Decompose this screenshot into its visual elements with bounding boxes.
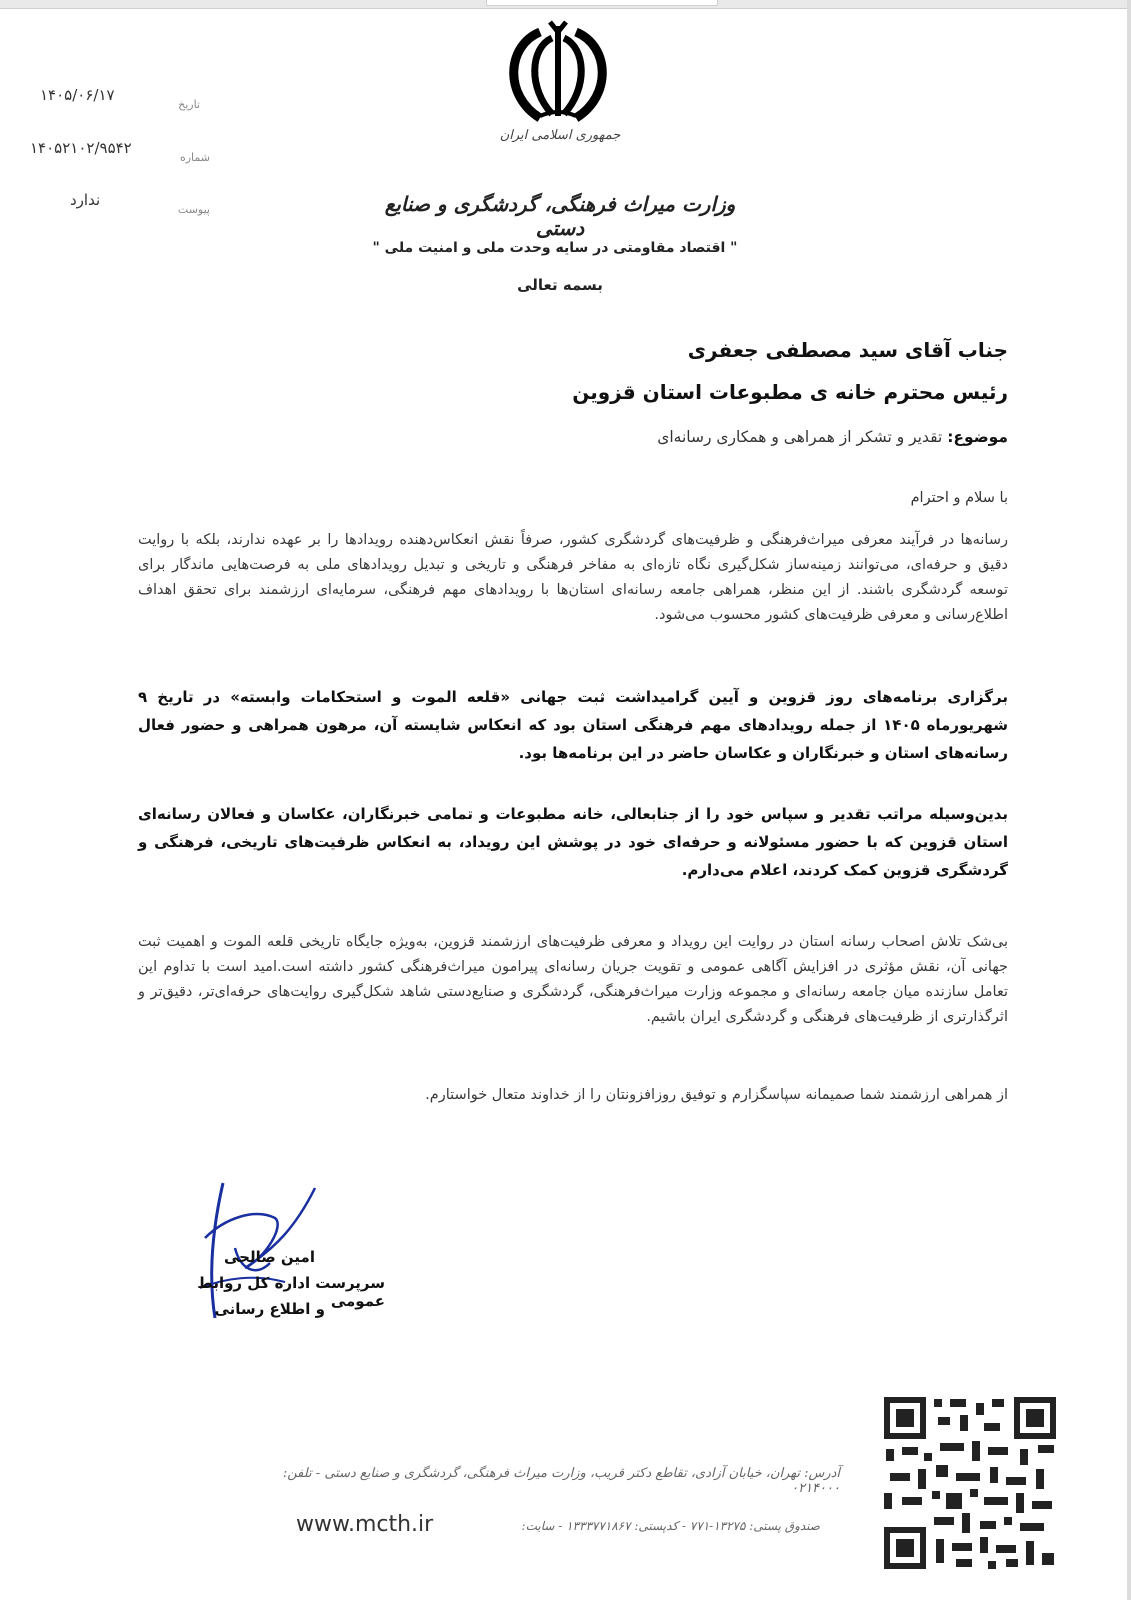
- letter-date: ۱۴۰۵/۰۶/۱۷: [40, 86, 115, 104]
- greeting: با سلام و احترام: [910, 490, 1008, 506]
- subject-line: [400, 428, 1008, 446]
- slogan: " اقتصاد مقاومتی در سایه وحدت ملی و امنیت ملی ": [372, 240, 738, 256]
- paragraph-event: برگزاری برنامه‌های روز قزوین و آیین گرامیداشت ثبت جهانی «قلعه الموت و استحکامات وابسته» در تاریخ ۹ شهریورماه ۱۴۰۵ از جمله رویدادهای مهم فرهنگی استان بود که انعکاس شایسته آن، مرهون همراهی و حضور فعال رسانه‌های استان و خبرنگاران و عکاسان حاضر در این برنامه‌ها بود.: [138, 688, 1008, 762]
- subject-label: موضوع:: [947, 428, 1008, 446]
- attachment-label: پیوست: [177, 203, 210, 216]
- paragraph-thanks: بدین‌وسیله مراتب تقدیر و سپاس خود را از جنابعالی، خانه مطبوعات و تمامی خبرنگاران، عکاسان و فعالان رسانه‌ای استان قزوین که با حضور مسئولانه و حرفه‌ای خود در پوشش این رویداد، به انعکاس ظرفیت‌های تاریخی، فرهنگی و گردشگری قزوین کمک کردند، اعلام می‌دارم.: [138, 805, 1008, 879]
- signatory-title: سرپرست اداره کل روابط عمومی: [197, 1274, 385, 1310]
- attachment-value: ندارد: [70, 191, 101, 209]
- paragraph-impact: بی‌شک تلاش اصحاب رسانه استان در روایت این رویداد و معرفی ظرفیت‌های ارزشمند قزوین، به‌ویژه جایگاه تاریخی قلعه الموت و اهمیت ثبت جهانی آن، نقش مؤثری در افزایش آگاهی عمومی و تقویت جریان رسانه‌ای پیرامون میراث‌فرهنگی کشور داشته است.امید است با تداوم این تعامل سازنده میان جامعه رسانه‌ای و مجموعه وزارت میراث‌فرهنگی، گردشگری و صنایع‌دستی شاهد شکل‌گیری روایت‌های حرفه‌ای‌تر، دقیق‌تر و اثرگذارتری از ظرفیت‌های فرهنگی و گردشگری ایران باشیم.: [138, 934, 1008, 1025]
- qr-code[interactable]: [880, 1393, 1060, 1573]
- bismillah: بسمه تعالی: [517, 276, 603, 294]
- footer-postal: صندوق پستی: ۱۳۲۷۵-۷۷۱ - کدپستی: ۱۳۳۳۷۷۱۸۶۷ - سایت:: [521, 1519, 820, 1533]
- iran-emblem-logo: [500, 18, 616, 124]
- paragraph-closing: از همراهی ارزشمند شما صمیمانه سپاسگزارم و توفیق روزافزونتان را از خداوند متعال خواستارم.: [425, 1087, 1008, 1103]
- viewer-tab: [486, 0, 718, 6]
- recipient-title: رئیس محترم خانه ی مطبوعات استان قزوین: [572, 380, 1008, 404]
- date-label: تاریخ: [178, 98, 200, 111]
- number-label: شماره: [179, 151, 210, 164]
- footer-website-link[interactable]: www.mcth.ir: [296, 1512, 434, 1537]
- paragraph-intro: رسانه‌ها در فرآیند معرفی میراث‌فرهنگی و ظرفیت‌های گردشگری کشور، صرفاً نقش انعکاس‌دهنده رویدادها را بر عهده ندارند، بلکه با روایت دقیق و حرفه‌ای، می‌توانند زمینه‌ساز شکل‌گیری نگاه تازه‌ای به مفاخر فرهنگی و تاریخی و تبدیل رویدادهای ملی به فرصت‌هایی ماندگار برای توسعه گردشگری باشند. از این منظر، همراهی جامعه رسانه‌ای استان‌ها با رویدادهای مهم فرهنگی، سرمایه‌ای ارزشمند برای تحقق اهداف اطلاع‌رسانی و معرفی ظرفیت‌های کشور محسوب می‌شود.: [138, 532, 1008, 623]
- ministry-name: وزارت میراث فرهنگی، گردشگری و صنایع دستی: [384, 192, 736, 240]
- recipient-name: جناب آقای سید مصطفی جعفری: [687, 338, 1008, 362]
- letter-number: ۱۴۰۵۲۱۰۲/۹۵۴۲: [30, 139, 132, 157]
- footer-address: آدرس: تهران، خیابان آزادی، تقاطع دکتر قریب، وزارت میراث فرهنگی، گردشگری و صنایع دستی - تلفن: ۰۲۱۴۰۰۰: [282, 1466, 840, 1496]
- signatory-name: امین صالحی: [223, 1248, 315, 1266]
- republic-caption: جمهوری اسلامی ایران: [499, 128, 621, 143]
- viewer-scrollbar[interactable]: [1127, 0, 1131, 1600]
- signatory-title-2: و اطلاع رسانی: [214, 1300, 325, 1318]
- subject-text: تقدیر و تشکر از همراهی و همکاری رسانه‌ای: [657, 428, 943, 446]
